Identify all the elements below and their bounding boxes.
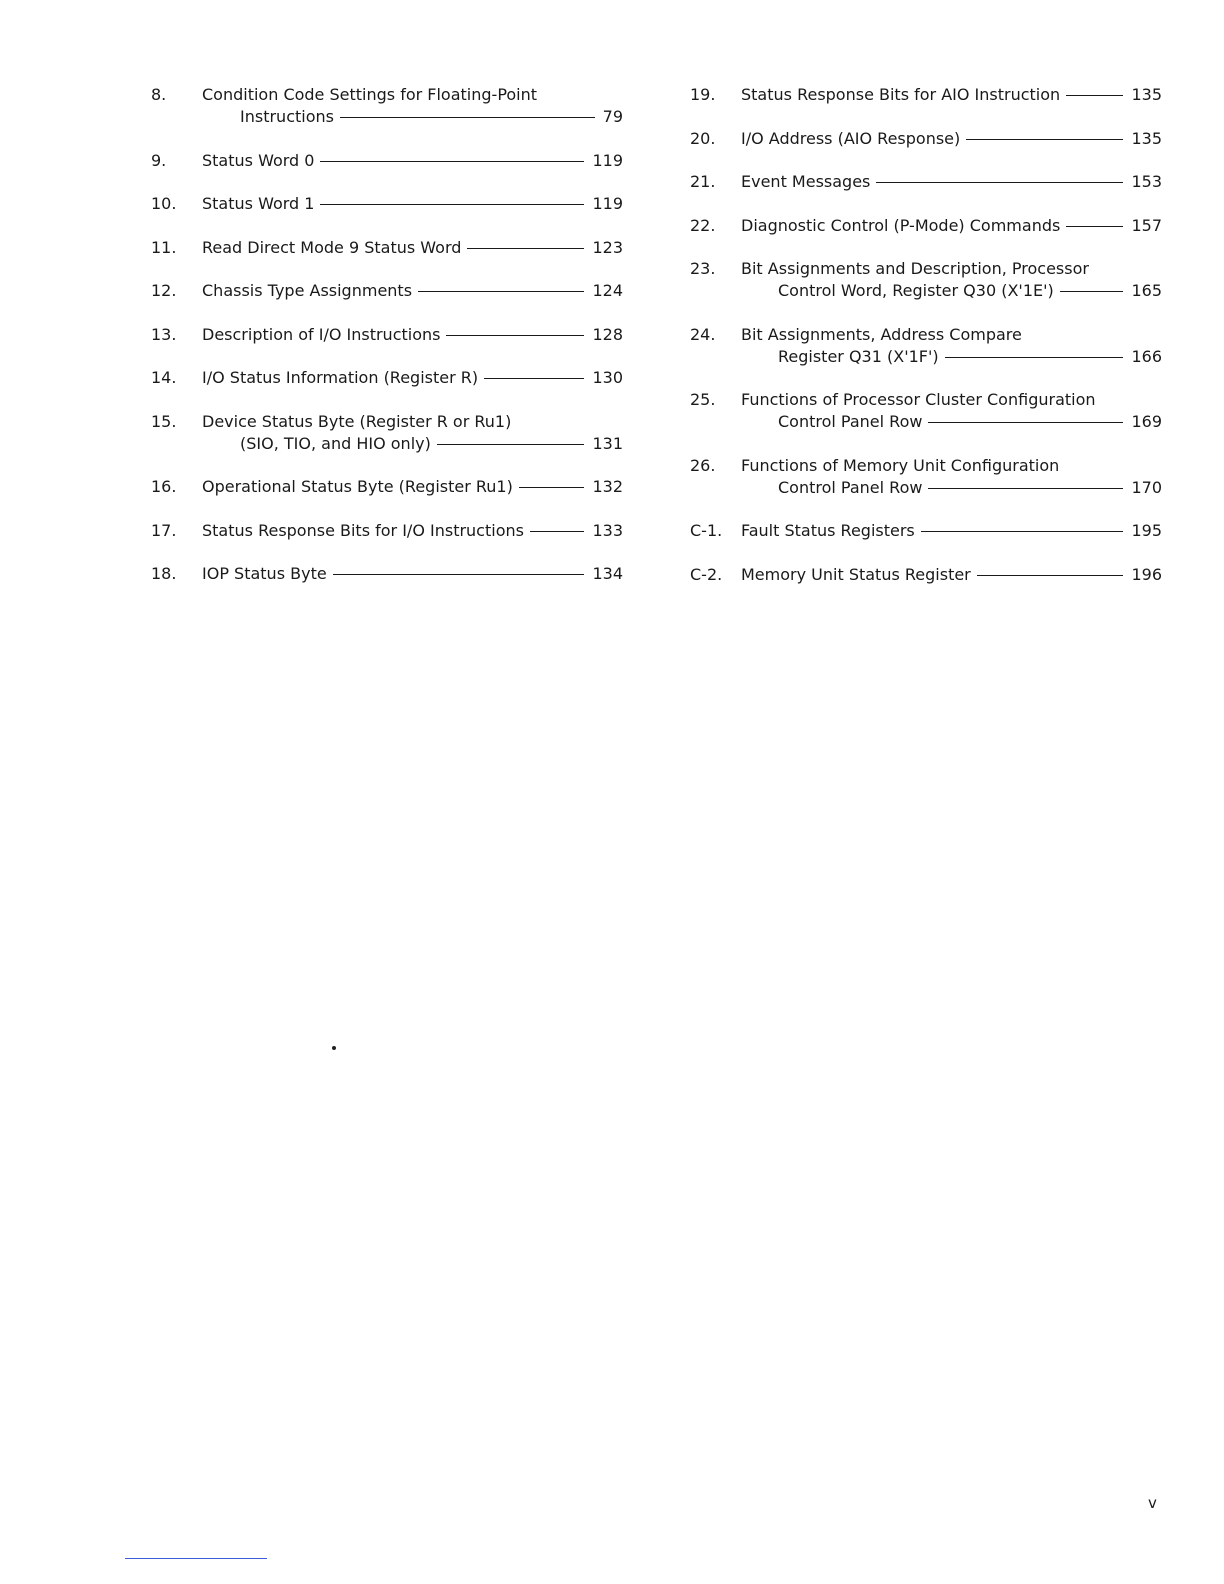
entry-page-number: 123 bbox=[592, 237, 623, 257]
entry-number: 21. bbox=[690, 172, 716, 191]
toc-entry[interactable] bbox=[151, 324, 623, 346]
entry-page-number: 196 bbox=[1131, 564, 1162, 584]
entry-title: Functions of Processor Cluster Configuration bbox=[741, 390, 1096, 409]
leader-line bbox=[340, 117, 595, 118]
leader-line bbox=[519, 487, 585, 488]
entry-title: Status Word 0 bbox=[202, 150, 315, 170]
entry-title: Event Messages bbox=[741, 172, 871, 191]
entry-page-number: 153 bbox=[1131, 172, 1162, 191]
entry-page-number: 135 bbox=[1131, 128, 1162, 148]
entry-title: Status Response Bits for AIO Instruction bbox=[741, 85, 1061, 104]
entry-title: Register Q31 (X'1F') bbox=[778, 346, 939, 366]
leader-line bbox=[437, 444, 585, 445]
entry-page-number: 124 bbox=[592, 281, 623, 300]
entry-page-number: 133 bbox=[592, 520, 623, 540]
leader-line bbox=[333, 574, 585, 575]
entry-number: 20. bbox=[690, 128, 716, 148]
toc-entry[interactable] bbox=[151, 193, 623, 215]
leader-line bbox=[320, 204, 584, 205]
entry-number: 9. bbox=[151, 150, 167, 170]
toc-entry[interactable] bbox=[690, 171, 1162, 193]
entry-number: 18. bbox=[151, 564, 177, 583]
toc-entry[interactable] bbox=[151, 280, 623, 302]
leader-line bbox=[320, 161, 584, 162]
entry-number: 23. bbox=[690, 259, 716, 278]
leader-line bbox=[446, 335, 584, 336]
bottom-rule bbox=[125, 1558, 267, 1559]
entry-title: Functions of Memory Unit Configuration bbox=[741, 455, 1060, 475]
toc-entry[interactable] bbox=[690, 324, 1162, 368]
entry-page-number: 135 bbox=[1131, 85, 1162, 104]
leader-line bbox=[977, 575, 1124, 576]
entry-title: Instructions bbox=[240, 107, 334, 126]
entry-number: C-1. bbox=[690, 521, 723, 540]
leader-line bbox=[928, 422, 1123, 423]
entry-page-number: 119 bbox=[592, 150, 623, 170]
leader-line bbox=[945, 357, 1124, 358]
entry-page-number: 169 bbox=[1131, 412, 1162, 431]
entry-title: Bit Assignments, Address Compare bbox=[741, 324, 1022, 344]
entry-page-number: 128 bbox=[592, 324, 623, 344]
leader-line bbox=[1066, 95, 1123, 96]
entry-title: Control Panel Row bbox=[778, 412, 923, 431]
toc-entry[interactable] bbox=[151, 563, 623, 585]
entry-number: 26. bbox=[690, 455, 716, 475]
toc-entry[interactable] bbox=[151, 237, 623, 259]
entry-title: IOP Status Byte bbox=[202, 564, 327, 583]
entry-number: 12. bbox=[151, 281, 177, 300]
leader-line bbox=[1066, 226, 1123, 227]
toc-right-column bbox=[690, 84, 1162, 607]
leader-line bbox=[928, 488, 1123, 489]
toc-entry[interactable] bbox=[690, 455, 1162, 499]
entry-title: I/O Status Information (Register R) bbox=[202, 368, 479, 387]
leader-line bbox=[467, 248, 584, 249]
entry-page-number: 79 bbox=[602, 107, 623, 126]
entry-title: Condition Code Settings for Floating-Point bbox=[202, 85, 538, 104]
entry-number: 19. bbox=[690, 85, 716, 104]
entry-page-number: 130 bbox=[592, 368, 623, 387]
entry-number: 10. bbox=[151, 194, 177, 213]
leader-line bbox=[1060, 291, 1124, 292]
entry-number: 14. bbox=[151, 368, 177, 387]
entry-page-number: 195 bbox=[1131, 521, 1162, 540]
toc-entry[interactable] bbox=[151, 411, 623, 455]
entry-title: Memory Unit Status Register bbox=[741, 564, 971, 584]
toc-entry[interactable] bbox=[151, 150, 623, 172]
entry-page-number: 170 bbox=[1131, 477, 1162, 497]
entry-page-number: 165 bbox=[1131, 281, 1162, 300]
toc-entry[interactable] bbox=[690, 564, 1162, 586]
toc-entry[interactable] bbox=[151, 367, 623, 389]
toc-entry[interactable] bbox=[690, 215, 1162, 237]
entry-page-number: 166 bbox=[1131, 346, 1162, 366]
entry-title: Diagnostic Control (P-Mode) Commands bbox=[741, 215, 1061, 235]
leader-line bbox=[418, 291, 584, 292]
entry-number: 11. bbox=[151, 237, 177, 257]
toc-entry[interactable] bbox=[690, 84, 1162, 106]
entry-number: 13. bbox=[151, 324, 177, 344]
entry-title: Operational Status Byte (Register Ru1) bbox=[202, 477, 513, 496]
toc-entry[interactable] bbox=[690, 128, 1162, 150]
toc-entry[interactable] bbox=[690, 258, 1162, 302]
leader-line bbox=[876, 182, 1123, 183]
entry-page-number: 132 bbox=[592, 477, 623, 496]
entry-number: 15. bbox=[151, 411, 177, 431]
entry-number: 25. bbox=[690, 390, 716, 409]
leader-line bbox=[921, 531, 1124, 532]
entry-number: 24. bbox=[690, 324, 716, 344]
toc-entry[interactable] bbox=[151, 520, 623, 542]
entry-title: Status Response Bits for I/O Instructions bbox=[202, 520, 524, 540]
entry-title: Bit Assignments and Description, Processor bbox=[741, 259, 1089, 278]
leader-line bbox=[966, 139, 1123, 140]
entry-title: Fault Status Registers bbox=[741, 521, 915, 540]
entry-number: 22. bbox=[690, 215, 716, 235]
toc-left-column bbox=[151, 84, 623, 607]
entry-title: Control Word, Register Q30 (X'1E') bbox=[778, 281, 1054, 300]
entry-title: Chassis Type Assignments bbox=[202, 281, 413, 300]
entry-title: (SIO, TIO, and HIO only) bbox=[240, 433, 431, 453]
entry-number: 8. bbox=[151, 85, 167, 104]
toc-entry[interactable] bbox=[151, 476, 623, 498]
entry-page-number: 119 bbox=[592, 194, 623, 213]
stray-dot bbox=[332, 1046, 336, 1050]
entry-number: 16. bbox=[151, 477, 177, 496]
entry-number: 17. bbox=[151, 520, 177, 540]
entry-title: Description of I/O Instructions bbox=[202, 324, 441, 344]
toc-entry[interactable] bbox=[690, 389, 1162, 433]
page-number: v bbox=[1148, 1494, 1157, 1512]
entry-page-number: 157 bbox=[1131, 215, 1162, 235]
entry-title: Read Direct Mode 9 Status Word bbox=[202, 237, 462, 257]
entry-title: I/O Address (AIO Response) bbox=[741, 128, 961, 148]
entry-title: Status Word 1 bbox=[202, 194, 315, 213]
leader-line bbox=[530, 531, 584, 532]
toc-entry[interactable] bbox=[690, 520, 1162, 542]
entry-page-number: 131 bbox=[592, 433, 623, 453]
entry-title: Device Status Byte (Register R or Ru1) bbox=[202, 411, 512, 431]
entry-title: Control Panel Row bbox=[778, 477, 923, 497]
leader-line bbox=[484, 378, 584, 379]
toc-entry[interactable] bbox=[151, 84, 623, 128]
entry-number: C-2. bbox=[690, 564, 723, 584]
entry-page-number: 134 bbox=[592, 564, 623, 583]
